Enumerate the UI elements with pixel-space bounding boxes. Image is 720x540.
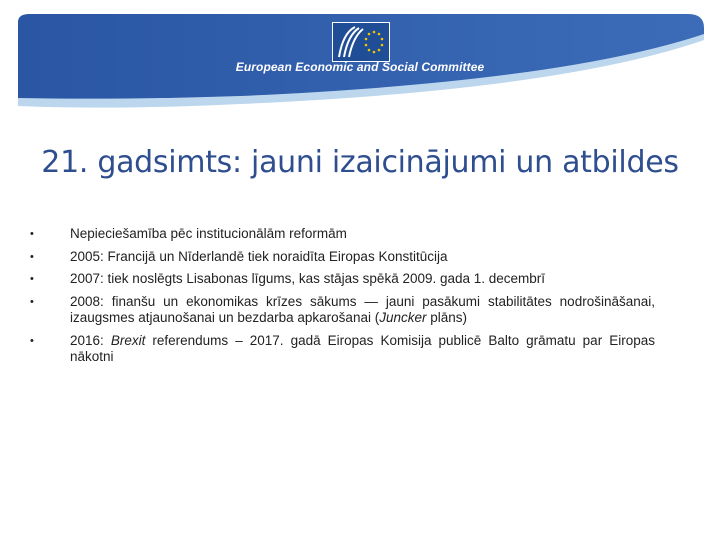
organization-name: European Economic and Social Committee [235,60,485,74]
bullet-text: Nepieciešamība pēc institucionālām reformām [70,226,347,241]
bullet-dot-icon: • [30,273,34,285]
bullet-year: 2016 [70,332,101,348]
bullet-dot-icon: • [30,250,34,263]
bullet-dot-icon: • [30,295,34,308]
header-banner [0,0,720,120]
bullet-text: : [100,332,111,348]
bullet-item [30,333,655,366]
bullet-text: : Francijā un Nīderlandē tiek noraidīta Eiropas Konstitūcija [100,248,448,264]
bullet-text: : finanšu un ekonomikas krīzes sākums — jauni pasākumi stabilitātes nodrošināšanai, izaugsmes atjaunošanai un bezdarba apkarošanai ( [70,293,655,325]
bullet-year: 2007 [70,271,101,286]
bullet-emphasis: Juncker [379,310,427,325]
bullet-item [30,249,655,266]
bullet-text: : tiek noslēgts Lisabonas līgums, kas stājas spēkā 2009. gada 1. decembrī [100,271,546,286]
bullet-text: plāns) [426,310,468,325]
bullet-dot-icon: • [30,334,34,347]
bullet-emphasis: Brexit [110,332,146,348]
bullet-dot-icon: • [30,228,34,240]
eesc-logo-icon [332,22,390,62]
bullet-item [30,226,655,243]
bullet-list [30,226,655,372]
bullet-item [30,294,655,327]
bullet-item [30,271,655,288]
slide-title: 21. gadsimts: jauni izaicinājumi un atbildes [41,145,679,180]
bullet-year: 2005 [70,248,101,264]
bullet-text: referendums – 2017. gadā Eiropas Komisija publicē Balto grāmatu par Eiropas nākotni [70,332,655,364]
bullet-year: 2008 [70,293,101,309]
